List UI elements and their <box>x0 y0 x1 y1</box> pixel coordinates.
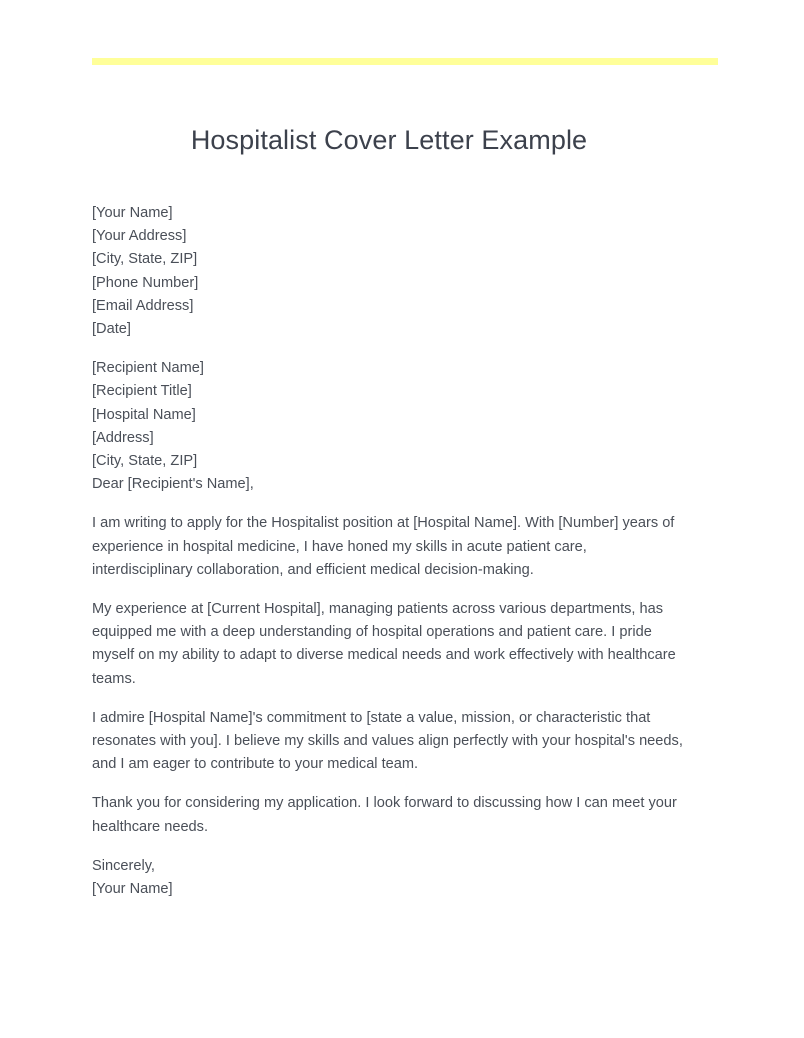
letter-body <box>92 202 684 901</box>
signature-name: [Your Name] <box>92 881 173 898</box>
sender-email-address: [Email Address] <box>92 297 194 314</box>
sign-off: Sincerely, <box>92 857 155 874</box>
salutation: Dear [Recipient's Name], <box>92 476 254 493</box>
page-title: Hospitalist Cover Letter Example <box>190 125 588 156</box>
sender-name: [Your Name] <box>92 205 173 221</box>
recipient-city-state-zip: [City, State, ZIP] <box>92 453 198 470</box>
yellow-accent-bar <box>92 58 718 65</box>
sender-street-address: [Your Address] <box>92 228 187 245</box>
sender-address-block <box>92 202 684 341</box>
body-paragraph-1: I am writing to apply for the Hospitalist position at [Hospital Name]. With [Number] years of experience in hospital medicine, I have honed my skills in acute patient care, interdisciplinary collaboration, and efficient medical decision-making. <box>92 515 675 578</box>
recipient-street-address: [Address] <box>92 429 154 446</box>
closing-block <box>92 855 684 901</box>
sender-phone-number: [Phone Number] <box>92 274 199 291</box>
recipient-name: [Recipient Name] <box>92 360 204 377</box>
recipient-hospital-name: [Hospital Name] <box>92 406 196 423</box>
recipient-address-block <box>92 357 684 496</box>
body-paragraph-3: I admire [Hospital Name]'s commitment to [state a value, mission, or characteristic that resonates with you]. I believe my skills and values align perfectly with your hospital's needs, and I am eager to contribute to your medical team. <box>92 709 683 773</box>
letter-date: [Date] <box>92 321 131 338</box>
body-paragraph-4: Thank you for considering my application. I look forward to discussing how I can meet your healthcare needs. <box>92 795 677 835</box>
body-paragraph-2: My experience at [Current Hospital], managing patients across various departments, has equipped me with a deep understanding of hospital operations and patient care. I pride myself on my ability to adapt to diverse medical needs and work effectively with healthcare teams. <box>92 601 676 687</box>
sender-city-state-zip: [City, State, ZIP] <box>92 251 198 268</box>
recipient-title: [Recipient Title] <box>92 383 192 400</box>
